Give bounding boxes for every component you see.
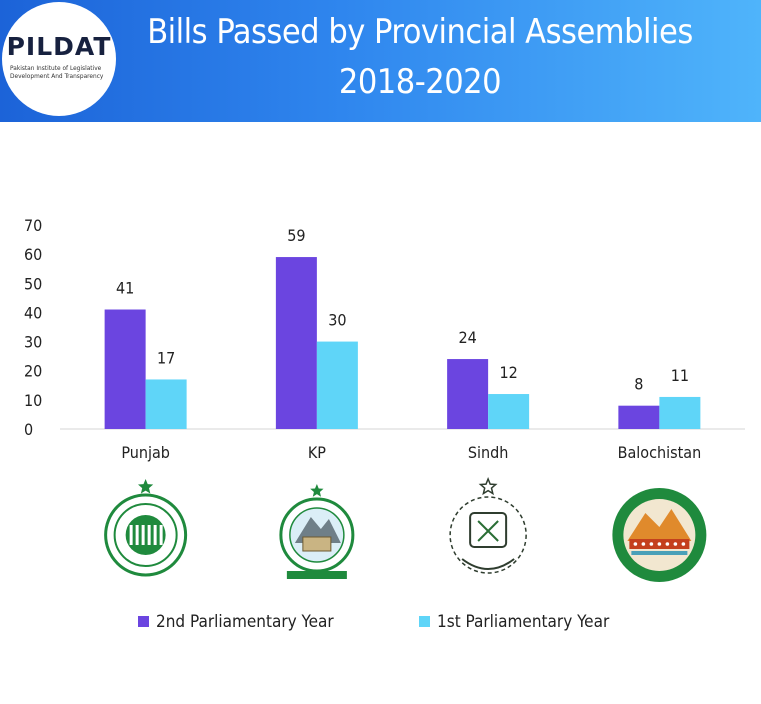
page-subtitle: 2018-2020 bbox=[338, 62, 502, 102]
logo-text: PILDAT bbox=[6, 32, 112, 61]
legend-swatch-series-2 bbox=[419, 616, 430, 627]
data-label: 12 bbox=[499, 363, 518, 383]
balochistan-emblem bbox=[612, 488, 706, 582]
y-tick-label: 70 bbox=[24, 216, 43, 235]
data-label: 11 bbox=[670, 365, 690, 385]
data-label: 41 bbox=[115, 278, 135, 298]
legend-label-series-2: 1st Parliamentary Year bbox=[437, 612, 610, 632]
data-label: 59 bbox=[287, 226, 306, 246]
legend-label-series-1: 2nd Parliamentary Year bbox=[156, 612, 334, 632]
page-title: Bills Passed by Provincial Assemblies bbox=[147, 12, 693, 52]
data-label: 8 bbox=[634, 374, 644, 394]
y-tick-label: 60 bbox=[24, 245, 43, 265]
logo-subtitle: Pakistan Institute of Legislative Development And Transparency bbox=[10, 64, 104, 80]
data-label: 30 bbox=[328, 310, 347, 330]
y-tick-label: 10 bbox=[24, 390, 43, 410]
x-tick-label: Punjab bbox=[121, 443, 170, 462]
y-tick-label: 0 bbox=[24, 420, 34, 439]
x-tick-label: Balochistan bbox=[617, 443, 702, 462]
legend-swatch-series-1 bbox=[138, 616, 149, 627]
sindh-emblem bbox=[450, 479, 526, 573]
kp-emblem bbox=[281, 484, 353, 579]
x-tick-label: Sindh bbox=[467, 443, 509, 462]
y-tick-label: 20 bbox=[24, 361, 43, 381]
y-tick-label: 50 bbox=[24, 274, 43, 294]
y-tick-label: 30 bbox=[24, 332, 43, 352]
data-label: 24 bbox=[458, 328, 477, 348]
punjab-assembly-emblem bbox=[106, 479, 186, 575]
data-label: 17 bbox=[156, 348, 176, 368]
x-tick-label: KP bbox=[307, 443, 326, 462]
y-tick-label: 40 bbox=[24, 303, 43, 323]
